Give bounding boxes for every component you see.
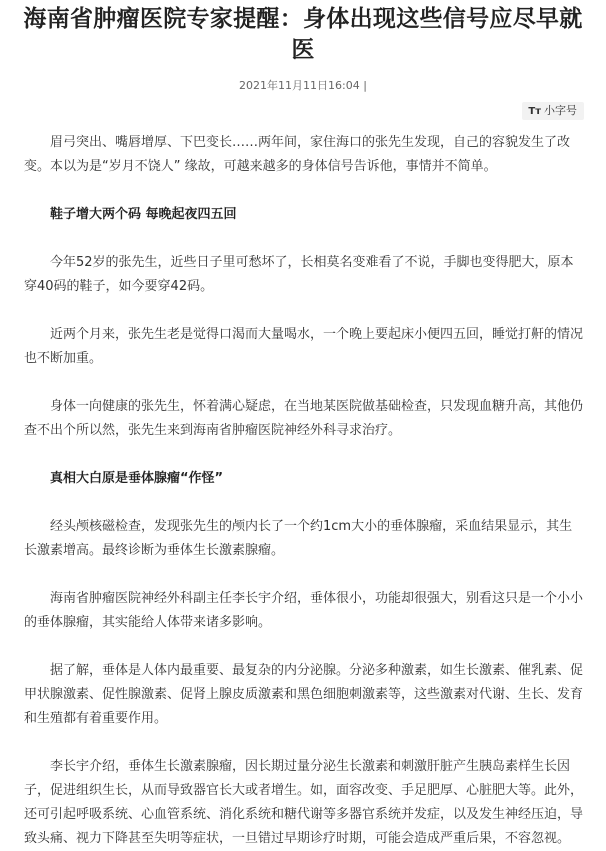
article-meta: 2021年11月11日16:04 | <box>239 79 367 92</box>
article-paragraph: 今年52岁的张先生，近些日子里可愁坏了，长相莫名变难看了不说，手脚也变得肥大，原本穿40码的鞋子，如今要穿42码。 <box>24 255 574 294</box>
font-size-toggle-button[interactable] <box>522 102 584 120</box>
article-paragraph: 据了解，垂体是人体内最重要、最复杂的内分泌腺。分泌多种激素，如生长激素、催乳素、促甲状腺激素、促性腺激素、促肾上腺皮质激素和黑色细胞刺激素等，这些激素对代谢、生长、发育和生殖都有着重要作用。 <box>24 663 584 726</box>
article-paragraph: 近两个月来，张先生老是觉得口渴而大量喝水，一个晚上要起床小便四五回，睡觉打鼾的情况也不断加重。 <box>24 327 584 366</box>
article-paragraph: 海南省肿瘤医院神经外科副主任李长宇介绍，垂体很小，功能却很强大，别看这只是一个小小的垂体腺瘤，其实能给人体带来诸多影响。 <box>24 591 584 630</box>
section-heading: 鞋子增大两个码 每晚起夜四五回 <box>50 207 237 222</box>
section-heading: 真相大白原是垂体腺瘤“作怪” <box>50 471 224 486</box>
article-paragraph: 眉弓突出、嘴唇增厚、下巴变长……两年间，家住海口的张先生发现，自己的容貌发生了改变。本以为是“岁月不饶人” 缘故，可越来越多的身体信号告诉他，事情并不简单。 <box>24 135 571 174</box>
font-size-label: 小字号 <box>544 104 577 117</box>
font-size-icon: Tт <box>528 106 541 117</box>
article-paragraph: 李长宇介绍，垂体生长激素腺瘤，因长期过量分泌生长激素和刺激肝脏产生胰岛素样生长因子，促进组织生长，从而导致器官长大或者增生。如，面容改变、手足肥厚、心脏肥大等。此外，还可引起呼吸系统、心血管系统、消化系统和糖代谢等多器官系统并发症，以及发生神经压迫，导致头痛、视力下降甚至失明等症状，一旦错过早期诊疗时期，可能会造成严重后果，不容忽视。 <box>24 759 584 846</box>
article-paragraph: 身体一向健康的张先生，怀着满心疑虑，在当地某医院做基础检查，只发现血糖升高，其他仍查不出个所以然，张先生来到海南省肿瘤医院神经外科寻求治疗。 <box>24 399 584 438</box>
article-title: 海南省肿瘤医院专家提醒：身体出现这些信号应尽早就医 <box>23 6 583 63</box>
article-body <box>0 131 606 851</box>
font-size-row <box>0 99 606 123</box>
article-paragraph: 经头颅核磁检查，发现张先生的颅内长了一个约1cm大小的垂体腺瘤，采血结果显示，其生长激素增高。最终诊断为垂体生长激素腺瘤。 <box>24 519 573 558</box>
